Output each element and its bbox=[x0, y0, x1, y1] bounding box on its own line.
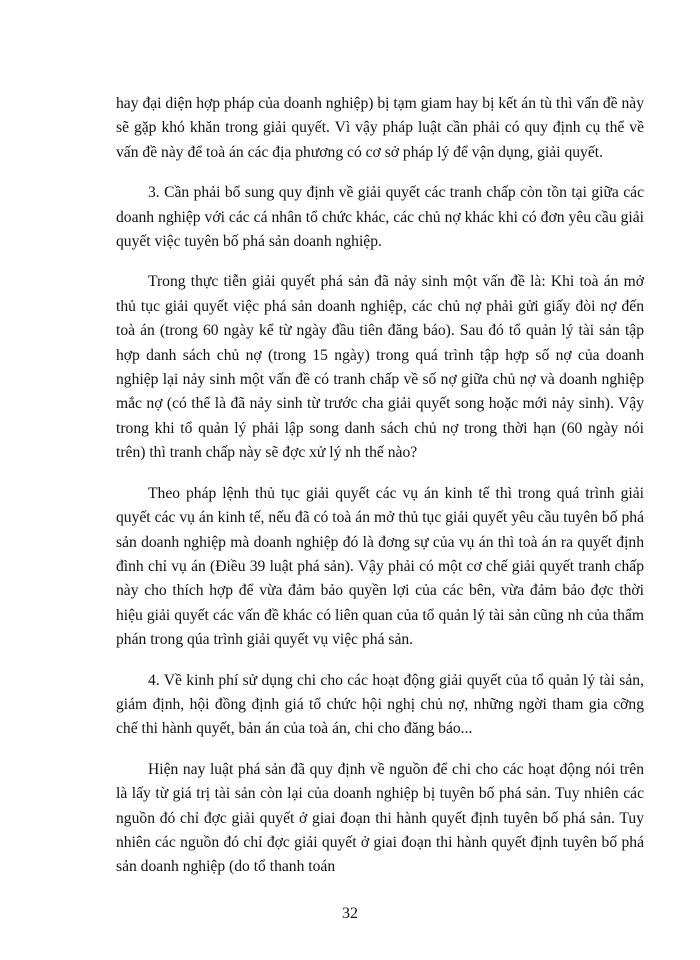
paragraph-practice: Trong thực tiễn giải quyết phá sản đã nảy sinh một vấn đề là: Khi toà án mở thủ tục giải quyết việc phá sản doanh nghiệp, các chủ nợ phải gửi giấy đòi nợ đến toà án (trong 60 ngày kể từ ngày đầu tiên đăng báo). Sau đó tổ quản lý tài sản tập hợp danh sách chủ nợ (trong 15 ngày) trong quá trình tập hợp số nợ của doanh nghiệp lại nảy sinh một vấn đề có tranh chấp về số nợ giữa chủ nợ và doanh nghiệp mắc nợ (có thể là đã nảy sinh từ trước cha giải quyết song hoặc mới nảy sinh). Vậy trong khi tổ quản lý phải lập song danh sách chủ nợ trong thời hạn (60 ngày nói trên) thì tranh chấp này sẽ đợc xử lý nh thế nào? bbox=[116, 273, 644, 462]
paragraph-continuation: hay đại diện hợp pháp của doanh nghiệp) bị tạm giam hay bị kết án tù thì vấn đề này sẽ gặp khó khăn trong giải quyết. Vì vậy pháp luật cần phải có quy định cụ thể về vấn đề này để toà án các địa phương có cơ sở pháp lý để vận dụng, giải quyết. bbox=[116, 95, 644, 161]
paragraph-current-law: Hiện nay luật phá sản đã quy định về nguồn để chi cho các hoạt động nói trên là lấy từ giá trị tài sản còn lại của doanh nghiệp bị tuyên bố phá sản. Tuy nhiên các nguồn đó chỉ đợc giải quyết ở giai đoạn thi hành quyết định tuyên bố phá sản. Tuy nhiên các nguồn đó chỉ đợc giải quyết ở giai đoạn thi hành quyết định tuyên bố phá sản doanh nghiệp (do tổ thanh toán bbox=[116, 760, 644, 876]
paragraph-item-3: 3. Cần phải bổ sung quy định về giải quyết các tranh chấp còn tồn tại giữa các doanh nghiệp với các cá nhân tổ chức khác, các chủ nợ khác khi có đơn yêu cầu giải quyết việc tuyên bố phá sản doanh nghiệp. bbox=[116, 184, 644, 251]
page-number: 32 bbox=[342, 905, 358, 922]
paragraph-item-4: 4. Về kinh phí sử dụng chi cho các hoạt động giải quyết của tổ quản lý tài sản, giám định, hội đồng định giá tổ chức hội nghị chủ nợ, những ngời tham gia cỡng chế thi hành quyết, bản án của toà án, chi cho đăng báo... bbox=[116, 671, 644, 738]
paragraph-ordinance: Theo pháp lệnh thủ tục giải quyết các vụ án kinh tế thì trong quá trình giải quyết các vụ án kinh tế, nếu đã có toà án mở thủ tục giải quyết yêu cầu tuyên bố phá sản doanh nghiệp mà doanh nghiệp đó là đơng sự của vụ án thì toà án ra quyết định đình chỉ vụ án (Điều 39 luật phá sản). Vậy phải có một cơ chế giải quyết tranh chấp này cho thích hợp để vừa đảm bảo quyền lợi của các bên, vừa đảm bảo đợc thời hiệu giải quyết các vấn đề khác có liên quan của tổ quản lý tài sản cũng nh của thẩm phán trong qúa trình giải quyết vụ việc phá sản. bbox=[116, 484, 644, 649]
document-page bbox=[116, 92, 644, 896]
